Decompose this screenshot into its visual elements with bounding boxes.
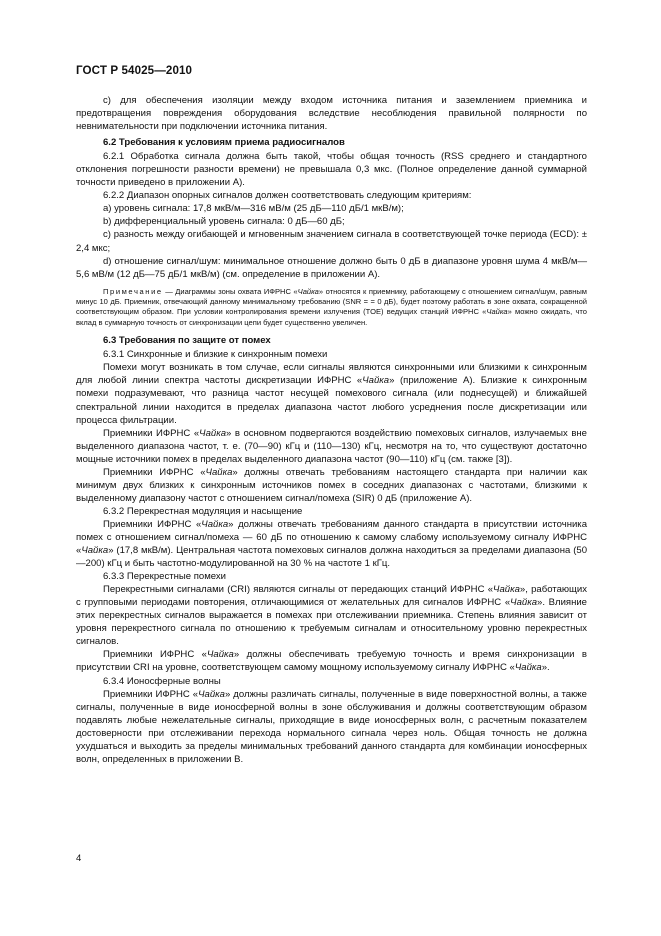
text: Приемники ИФРНС « <box>103 649 207 661</box>
paragraph-cri-1 <box>76 583 587 648</box>
text: Приемники ИФРНС « <box>103 518 202 530</box>
italic-name: Чайка <box>198 688 225 700</box>
text: » (17,8 мкВ/м). Центральная частота помеховых сигналов должна находиться за пределами диапазона (50—200) кГц и быть частотно-модулированной на 30 % на частоте 1 кГц. <box>76 545 587 570</box>
italic-name: Чайка <box>207 649 234 661</box>
document-body <box>76 94 587 766</box>
italic-name: Чайка <box>514 662 542 674</box>
paragraph-interference <box>76 361 587 426</box>
note-text: » можно ожидать, что вклад в суммарную точность от синхронизации цепи будет существенно увеличен. <box>76 307 587 327</box>
italic-name: Чайка <box>362 375 390 387</box>
text: » (приложение А). Близкие к синхронным помехи подразумевают, что разница частот несущей помехового сигнала (или поднесущей) и ближайшей спектральной линии находится в пределах диапазона частот любого усреднения после дискретизации или процесса фильтрации. <box>76 375 587 426</box>
paragraph-cri-2 <box>76 648 587 674</box>
text: ». Влияние этих перекрестных сигналов выражается в помехах при отслеживании приемника. Степень влияния зависит от уровня перекрестного сигнала по отношению к требуемым сигналам и относительному уровню перекрестных сигналов. <box>76 597 587 648</box>
paragraph-6-2-2: 6.2.2 Диапазон опорных сигналов должен соответствовать следующим критериям: <box>103 190 472 202</box>
italic-name: Чайка <box>199 427 227 439</box>
section-heading-6-3: 6.3 Требования по защите от помех <box>103 335 271 347</box>
text: » должны отвечать требованиям данного стандарта в присутствии источника помех с отношением сигнал/помеха — 60 дБ по отношению к самому слабому используемому сигналу ИФРНС « <box>76 518 588 557</box>
subsection-6-3-3: 6.3.3 Перекрестные помехи <box>103 571 226 583</box>
section-heading-6-2: 6.2 Требования к условиям приема радиосигналов <box>103 137 345 149</box>
text: », работающих с групповыми периодами повторения, отличающимися от желательных для сигналов ИФРНС « <box>76 584 588 609</box>
subsection-6-3-4: 6.3.4 Ионосферные волны <box>103 675 221 687</box>
text: Приемники ИФРНС « <box>103 466 206 478</box>
text: » должны обеспечивать требуемую точность и время синхронизации в присутствии CRI на уровне, соответствующем самому мощному используемому сигналу ИФРНС « <box>76 649 587 674</box>
italic-name: Чайка <box>81 545 109 557</box>
italic-name: Чайка <box>493 584 520 596</box>
text: » должны отвечать требованиям настоящего стандарта при наличии как минимум двух близких к синхронным источников помех в соседних диапазонах с частотами, близкими к выделенному диапазону частот с отношением сигнал/помеха (SIR) 0 дБ (приложение А). <box>76 466 588 504</box>
text: Приемники ИФРНС « <box>103 427 200 439</box>
note-text: — Диаграммы зоны охвата ИФРНС « <box>162 286 298 296</box>
text: ». <box>541 662 550 674</box>
paragraph-ionospheric <box>76 688 587 766</box>
list-item-c: c) для обеспечения изоляции между входом источника питания и заземлением приемника и предотвращения повреждения оборудования вследствие несоблюдения правильной полярности по невнимательности при подключении источника питания. <box>76 95 587 133</box>
italic-name: Чайка <box>510 597 538 609</box>
note-label: Примечание <box>103 286 163 296</box>
note <box>76 287 587 329</box>
page-number: 4 <box>76 853 82 864</box>
list-item-b: b) дифференциальный уровень сигнала: 0 дБ—60 дБ; <box>103 216 345 228</box>
italic-name: Чайка <box>205 466 233 478</box>
paragraph-receivers-2 <box>76 466 587 505</box>
subsection-6-3-1: 6.3.1 Синхронные и близкие к синхронным помехи <box>103 349 328 361</box>
text: Помехи могут возникать в том случае, если сигналы являются синхронными или близкими к синхронным для любой линии спектра частоты дискретизации ИФРНС « <box>76 362 587 387</box>
paragraph-cross-modulation <box>76 518 587 570</box>
note-italic: Чайка <box>486 307 508 317</box>
text: Перекрестными сигналами (CRI) являются сигналы от передающих станций ИФРНС « <box>103 584 494 596</box>
note-italic: Чайка <box>297 286 319 296</box>
note-text: » относятся к приемнику, работающему с отношением сигнал/шум, равным минус 10 дБ. Приемник, отвечающий данному минимальному требованию (SNR = = 0 дБ), будет поэтому работать в зоне охвата, сокращенной соответствующим образом. При условии контролирования времени излучения (TOE) ведущих станций ИФРНС « <box>76 286 587 317</box>
text: Приемники ИФРНС « <box>103 688 199 700</box>
paragraph-receivers-1 <box>76 427 587 466</box>
list-item-a: a) уровень сигнала: 17,8 мкВ/м—316 мВ/м (25 дБ—110 дБ/1 мкВ/м); <box>103 203 404 215</box>
text: » в основном подвергаются воздействию помеховых сигналов, излучаемых вне выделенного диапазона частот, т. е. (70—90) кГц и (110—130) кГц, несмотря на то, что существуют достаточно мощные источники помех в пределах выделенного диапазона частот (90—110) кГц (см. также [3]). <box>76 427 587 465</box>
italic-name: Чайка <box>201 518 229 530</box>
subsection-6-3-2: 6.3.2 Перекрестная модуляция и насыщение <box>103 505 303 517</box>
list-item-c2: c) разность между огибающей и мгновенным значением сигнала в соответствующей точке периода (ECD): ± 2,4 мкс; <box>76 229 587 254</box>
paragraph-6-2-1: 6.2.1 Обработка сигнала должна быть такой, чтобы общая точность (RSS среднего и стандартного отклонения погрешности разности времени) не превышала 0,3 мкс. (Полное определение данной суммарной точности приведено в приложении А). <box>76 151 587 189</box>
text: » должны различать сигналы, полученные в виде поверхностной волны, а также сигналы, полученные в виде ионосферной волны в зоне обслуживания и должны соответствующим образом подавлять любые нежелательные сигналы, приходящие в виде ионосферных волн, с расчетным показателем достоверности при отслеживании перехода нормального сигнала через ноль. Общая точность не должна ухудшаться и выходить за пределы минимальных требований данного стандарта для комбинации ионосферных волн, определенных в приложении В. <box>76 688 587 765</box>
list-item-d: d) отношение сигнал/шум: минимальное отношение должно быть 0 дБ в диапазоне уровня шума 4 мкВ/м—5,6 мВ/м (12 дБ—75 дБ/1 мкВ/м) (см. определение в приложении А). <box>76 255 587 280</box>
page-header: ГОСТ Р 54025—2010 <box>76 64 193 77</box>
